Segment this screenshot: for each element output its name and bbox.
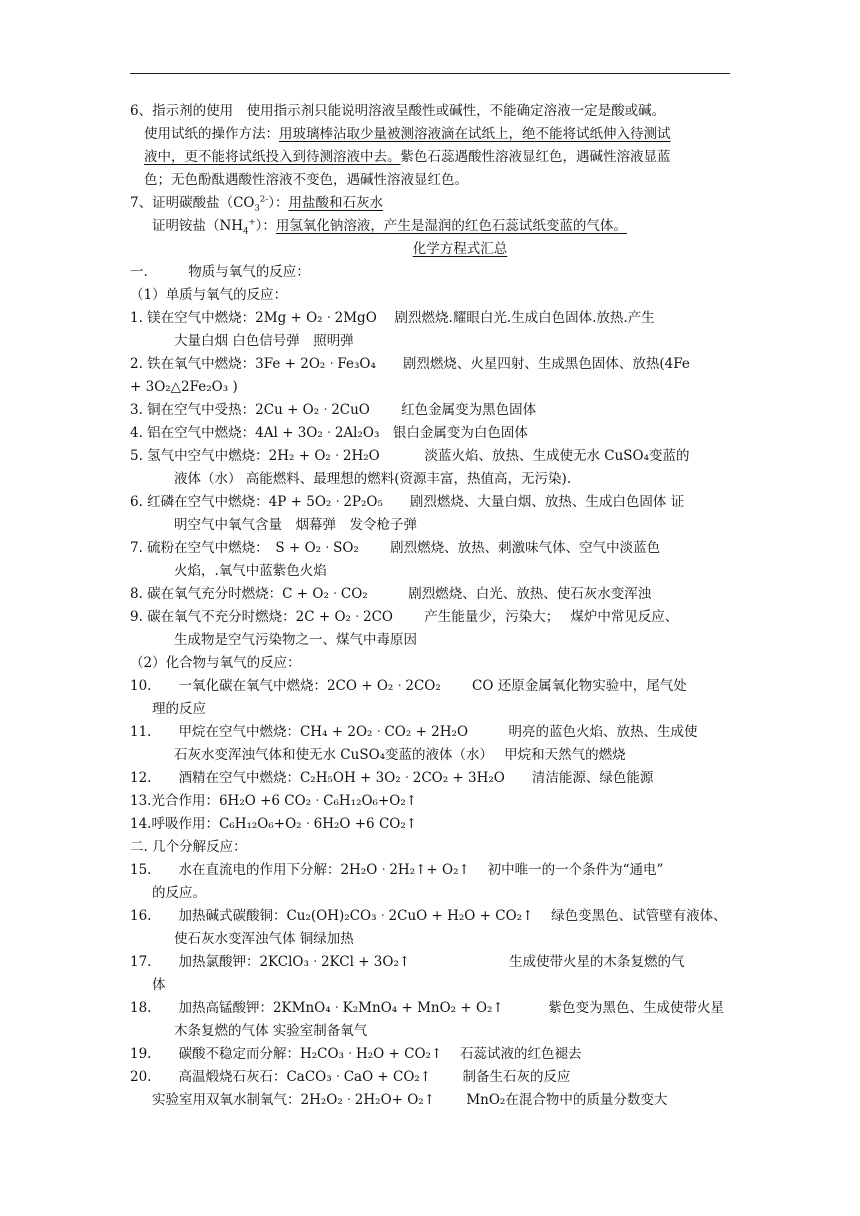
document-body — [130, 100, 730, 1112]
reaction-18: 18. 加热高锰酸钾：2KMnO₄ ᐧ K₂MnO₄ + MnO₂ + O₂↑ 紫色变为黑色、生成使带火星 — [130, 1000, 725, 1016]
subsection-1a: （1）单质与氧气的反应： — [130, 287, 288, 303]
reaction-12: 12. 酒精在空气中燃烧：C₂H₅OH + 3O₂ ᐧ 2CO₂ + 3H₂O 清洁能源、绿色能源 — [130, 770, 654, 786]
reaction-18-cont: 木条复燃的气体 实验室制备氧气 — [174, 1023, 368, 1039]
reaction-1-cont: 大量白烟 白色信号弹 照明弹 — [174, 333, 354, 349]
reaction-7-cont: 火焰，.氧气中蓝紫色火焰 — [174, 563, 327, 579]
text: ）： — [268, 195, 289, 211]
superscript: + — [248, 217, 256, 228]
reaction-9: 9. 碳在氧气不充分时燃烧：2C + O₂ ᐧ 2CO 产生能量少，污染大； 煤炉中常见反应、 — [130, 609, 679, 625]
line-6a: 6、指示剂的使用 使用指示剂只能说明溶液呈酸性或碱性，不能确定溶液一定是酸或碱。 — [130, 103, 666, 119]
reaction-2: 2. 铁在氧气中燃烧：3Fe + 2O₂ ᐧ Fe₃O₄ 剧烈燃烧、火星四射、生成黑色固体、放热(4Fe — [130, 356, 690, 372]
reaction-19: 19. 碳酸不稳定而分解：H₂CO₃ ᐧ H₂O + CO₂↑ 石蕊试液的红色褪去 — [130, 1046, 582, 1062]
reaction-2-cont: + 3O₂△2Fe₂O₃ ) — [130, 379, 238, 395]
reaction-16-cont: 使石灰水变浑浊气体 铜绿加热 — [174, 931, 354, 947]
section-title — [130, 238, 730, 261]
reaction-17: 17. 加热氯酸钾：2KClO₃ ᐧ 2KCl + 3O₂↑ 生成使带火星的木条复燃的气 — [130, 954, 685, 970]
reaction-14: 14.呼吸作用：C₆H₁₂O₆+O₂ ᐧ 6H₂O +6 CO₂↑ — [130, 816, 418, 832]
reaction-4: 4. 铝在空气中燃烧：4Al + 3O₂ ᐧ 2Al₂O₃ 银白金属变为白色固体 — [130, 425, 528, 441]
line-7a — [130, 192, 730, 215]
reaction-6: 6. 红磷在空气中燃烧：4P + 5O₂ ᐧ 2P₂O₅ 剧烈燃烧、大量白烟、放热、生成白色固体 证 — [130, 494, 685, 510]
subsection-1b: （2）化合物与氧气的反应： — [130, 655, 301, 671]
line-6d: 色；无色酚酞遇酸性溶液不变色，遇碱性溶液显红色。 — [144, 172, 468, 188]
reaction-5: 5. 氢气中空气中燃烧：2H₂ + O₂ ᐧ 2H₂O 淡蓝火焰、放热、生成使无水 CuSO₄变蓝的 — [130, 448, 690, 464]
reaction-8: 8. 碳在氧气充分时燃烧：C + O₂ ᐧ CO₂ 剧烈燃烧、白光、放热、使石灰水变浑浊 — [130, 586, 652, 602]
line-7b — [130, 215, 730, 238]
subscript: 3 — [254, 203, 260, 214]
reaction-11: 11. 甲烷在空气中燃烧：CH₄ + 2O₂ ᐧ CO₂ + 2H₂O 明亮的蓝色火焰、放热、生成使 — [130, 724, 698, 740]
reaction-5-cont: 液体（水） 高能燃料、最理想的燃料(资源丰富，热值高，无污染). — [174, 471, 572, 487]
reaction-20: 20. 高温煅烧石灰石：CaCO₃ ᐧ CaO + CO₂↑ 制备生石灰的反应 — [130, 1069, 571, 1085]
reaction-21: 实验室用双氧水制氧气：2H₂O₂ ᐧ 2H₂O+ O₂↑ MnO₂在混合物中的质量分数变大 — [152, 1092, 668, 1108]
reaction-13: 13.光合作用：6H₂O +6 CO₂ ᐧ C₆H₁₂O₆+O₂↑ — [130, 793, 418, 809]
reaction-10: 10. 一氧化碳在氧气中燃烧：2CO + O₂ ᐧ 2CO₂ CO 还原金属氧化物实验中，尾气处 — [130, 678, 687, 694]
underlined-text: 用氢氧化钠溶液，产生是湿润的红色石蕊试纸变蓝的气体。 — [275, 218, 627, 234]
line-6b — [130, 123, 730, 146]
text: 7、证明碳酸盐（CO — [130, 195, 255, 211]
reaction-7: 7. 硫粉在空气中燃烧： S + O₂ ᐧ SO₂ 剧烈燃烧、放热、刺激味气体、空气中淡蓝色 — [130, 540, 661, 556]
section-1: 一. 物质与氧气的反应： — [130, 264, 310, 280]
reaction-9-cont: 生成物是空气污染物之一、煤气中毒原因 — [174, 632, 417, 648]
reaction-17-cont: 体 — [152, 977, 166, 993]
text: 紫色石蕊遇酸性溶液显红色，遇碱性溶液显蓝 — [400, 149, 671, 165]
reaction-3: 3. 铜在空气中受热：2Cu + O₂ ᐧ 2CuO 红色金属变为黑色固体 — [130, 402, 537, 418]
line-6c — [130, 146, 730, 169]
underlined-text: 用盐酸和石灰水 — [288, 195, 383, 211]
reaction-11-cont: 石灰水变浑浊气体和使无水 CuSO₄变蓝的液体（水） 甲烷和天然气的燃烧 — [174, 747, 626, 763]
text: 使用试纸的操作方法： — [144, 126, 279, 142]
reaction-16: 16. 加热碱式碳酸铜：Cu₂(OH)₂CO₃ ᐧ 2CuO + H₂O + CO₂↑ 绿色变黑色、试管壁有液体、 — [130, 908, 727, 924]
reaction-15-cont: 的反应。 — [152, 885, 206, 901]
reaction-6-cont: 明空气中氧气含量 烟幕弹 发令枪子弹 — [174, 517, 417, 533]
reaction-10-cont: 理的反应 — [152, 701, 206, 717]
reaction-15: 15. 水在直流电的作用下分解：2H₂O ᐧ 2H₂↑+ O₂↑ 初中唯一的一个条件为“通电” — [130, 862, 664, 878]
section-2: 二. 几个分解反应： — [130, 839, 247, 855]
subscript: 4 — [243, 226, 249, 237]
superscript: 2- — [259, 194, 269, 205]
underlined-text: 用玻璃棒沾取少量被测溶液滴在试纸上，绝不能将试纸伸入待测试 — [279, 126, 671, 142]
underlined-text: 液中，更不能将试纸投入到待测溶液中去。 — [144, 149, 401, 165]
reaction-1: 1. 镁在空气中燃烧：2Mg + O₂ ᐧ 2MgO 剧烈燃烧.耀眼白光.生成白色固体.放热.产生 — [130, 310, 655, 326]
text: ）： — [255, 218, 276, 234]
header-rule — [130, 73, 730, 74]
title-text: 化学方程式汇总 — [412, 241, 508, 257]
text: 证明铵盐（NH — [152, 218, 244, 234]
